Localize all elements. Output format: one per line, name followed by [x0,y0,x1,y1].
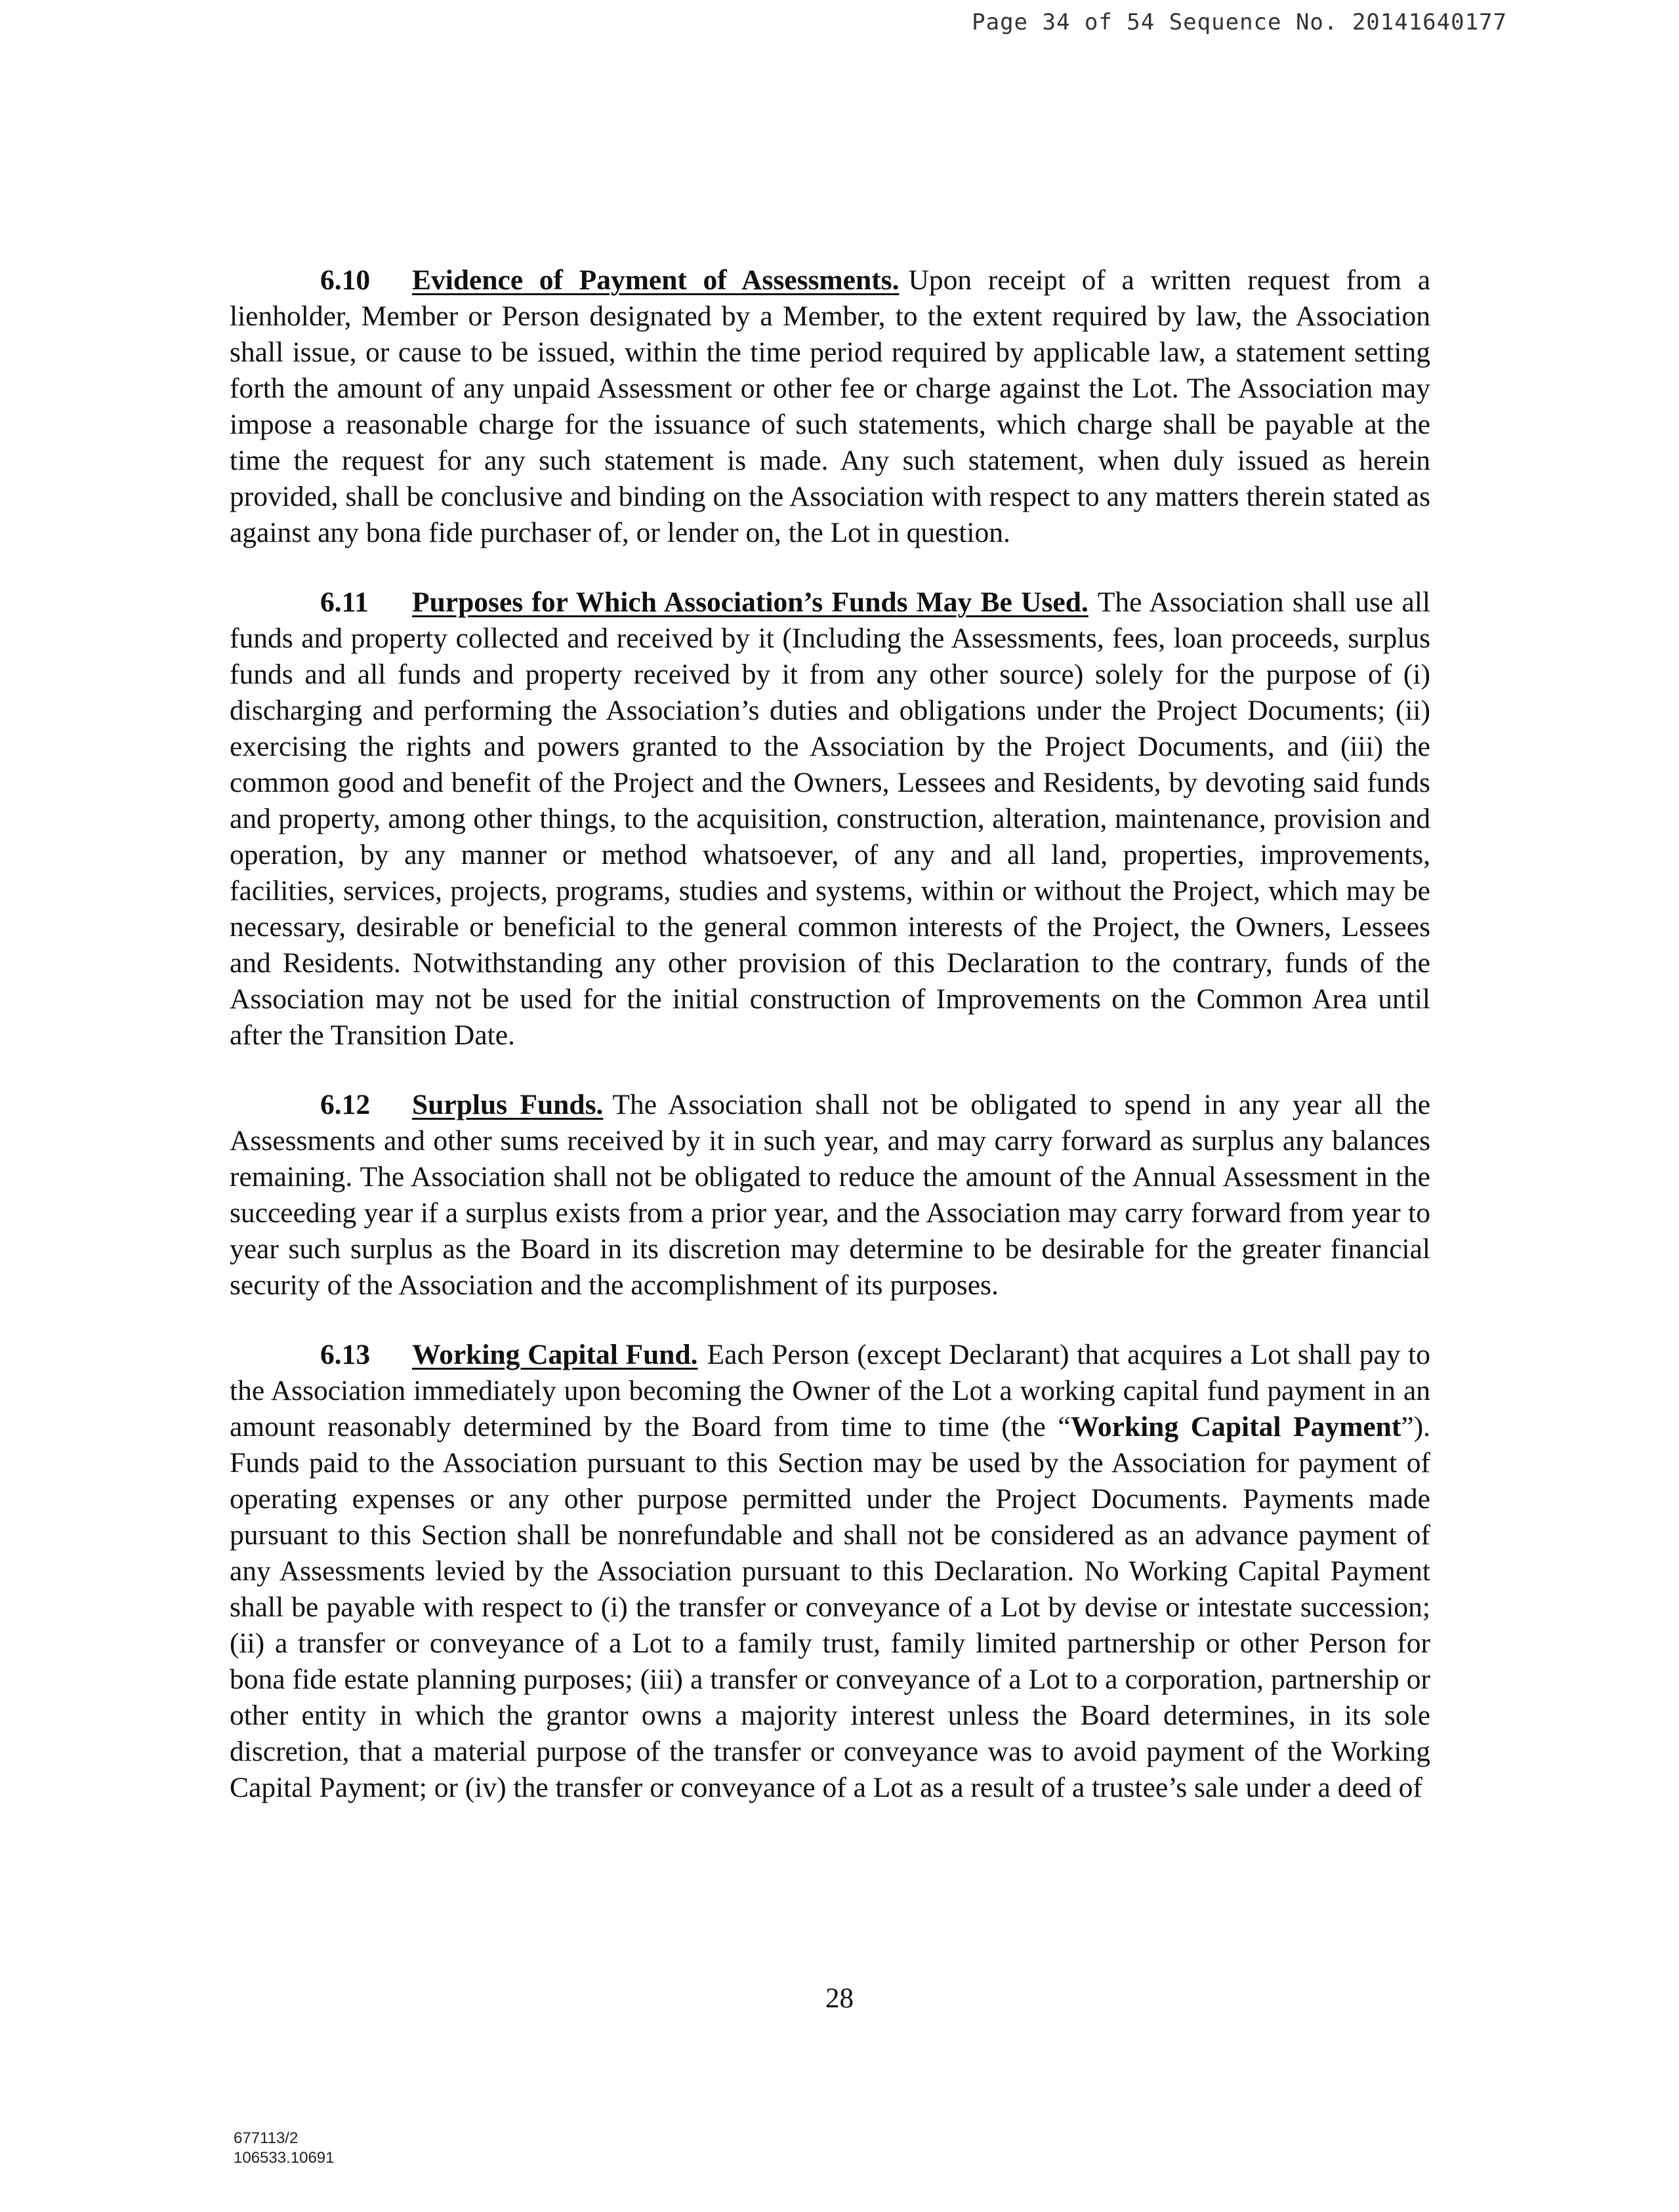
section-number: 6.13 [320,1339,371,1370]
section-text: Each Person (except Declarant) that acquires a Lot shall pay to the Association immediately upon becoming the Owner of the Lot a working capital fund payment in an amount reasonably determined by the Board from time to time (the “ [230,1339,1431,1443]
section-paragraph [230,1087,1430,1303]
section-text: The Association shall not be obligated to spend in any year all the Assessments and other sums received by it in such year, and may carry forward as surplus any balances remaining. The Association shall not be obligated to reduce the amount of the Annual Assessment in the succeeding year if a surplus exists from a prior year, and the Association may carry forward from year to year such surplus as the Board in its discretion may determine to be desirable for the greater financial security of the Association and the accomplishment of its purposes. [230,1089,1431,1301]
page-header: Page 34 of 54 Sequence No. 20141640177 [972,9,1507,35]
document-body [230,262,1430,1839]
document-id-line-2: 106533.10691 [234,2149,335,2167]
document-id [234,2129,335,2168]
section-text-continued: ”). Funds paid to the Association pursuant to this Section may be used by the Association for payment of operating expenses or any other purpose permitted under the Project Documents. Payments made pursuant to this Section shall be nonrefundable and shall not be considered as an advance payment of any Assessments levied by the Association pursuant to this Declaration. No Working Capital Payment shall be payable with respect to (i) the transfer or conveyance of a Lot by devise or intestate succession; (ii) a transfer or conveyance of a Lot to a family trust, family limited partnership or other Person for bona fide estate planning purposes; (iii) a transfer or conveyance of a Lot to a corporation, partnership or other entity in which the grantor owns a majority interest unless the Board determines, in its sole discretion, that a material purpose of the transfer or conveyance was to avoid payment of the Working Capital Payment; or (iv) the transfer or conveyance of a Lot as a result of a trustee’s sale under a deed of [230,1411,1430,1803]
section-text: The Association shall use all funds and property collected and received by it (Including the Assessments, fees, loan proceeds, surplus funds and all funds and property received by it from any other source) solely for the purpose of (i) discharging and performing the Association’s duties and obligations under the Project Documents; (ii) exercising the rights and powers granted to the Association by the Project Documents, and (iii) the common good and benefit of the Project and the Owners, Lessees and Residents, by devoting said funds and property, among other things, to the acquisition, construction, alteration, maintenance, provision and operation, by any manner or method whatsoever, of any and all land, properties, improvements, facilities, services, projects, programs, studies and systems, within or without the Project, which may be necessary, desirable or beneficial to the general common interests of the Project, the Owners, Lessees and Residents. Notwithstanding any other provision of this Declaration to the contrary, funds of the Association may not be used for the initial construction of Improvements on the Common Area until after the Transition Date. [230,586,1430,1051]
section-paragraph [230,1337,1430,1806]
page-number: 28 [825,1983,854,2014]
section-number: 6.12 [320,1089,371,1120]
section-6-12 [230,1087,1430,1303]
section-paragraph [230,584,1430,1054]
section-6-10 [230,262,1430,551]
section-title: Purposes for Which Association’s Funds May Be Used. [412,586,1088,618]
defined-term: Working Capital Payment [1070,1411,1401,1443]
section-title: Working Capital Fund. [412,1339,698,1370]
section-text: Upon receipt of a written request from a lienholder, Member or Person designated by a Member, to the extent required by law, the Association shall issue, or cause to be issued, within the time period required by applicable law, a statement setting forth the amount of any unpaid Assessment or other fee or charge against the Lot. The Association may impose a reasonable charge for the issuance of such statements, which charge shall be payable at the time the request for any such statement is made. Any such statement, when duly issued as herein provided, shall be conclusive and binding on the Association with respect to any matters therein stated as against any bona fide purchaser of, or lender on, the Lot in question. [230,264,1430,548]
section-number: 6.11 [320,586,369,618]
section-title: Evidence of Payment of Assessments. [412,264,900,296]
section-number: 6.10 [320,264,371,296]
section-6-11 [230,584,1430,1054]
section-paragraph [230,262,1430,551]
document-id-line-1: 677113/2 [234,2129,299,2147]
section-6-13 [230,1337,1430,1806]
section-title: Surplus Funds. [412,1089,604,1120]
